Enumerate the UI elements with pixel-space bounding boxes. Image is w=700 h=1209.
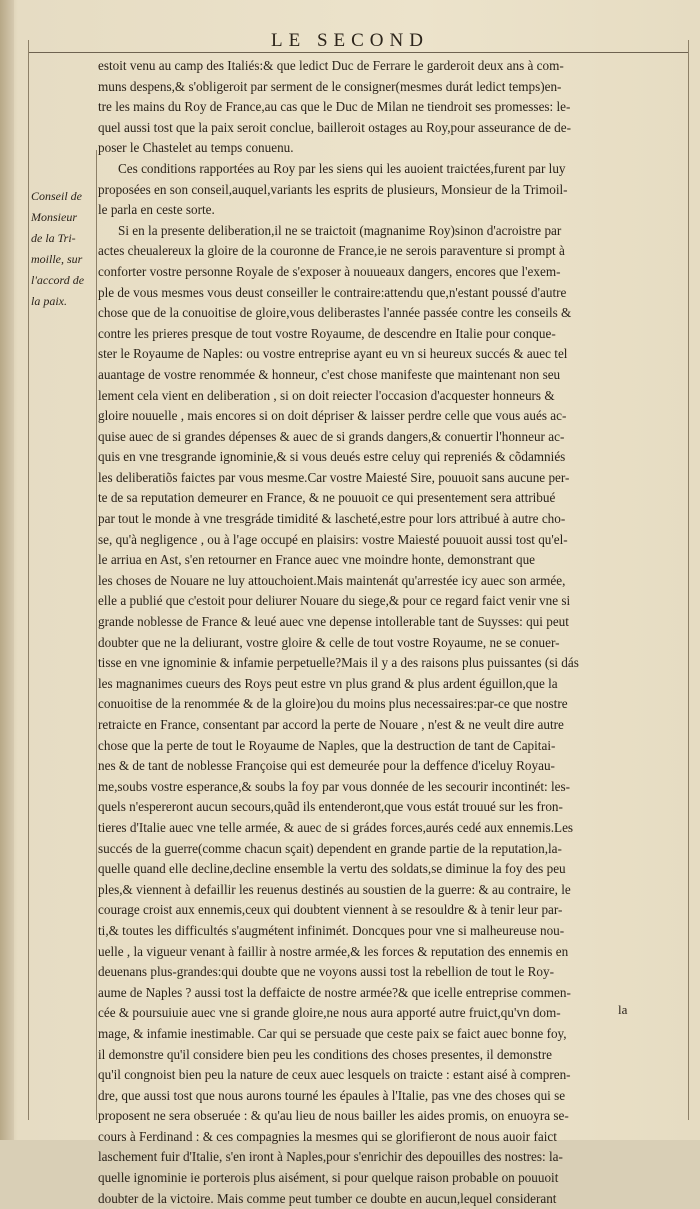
text-line: elle a publié que c'estoit pour deliurer Nouare du siege,& pour ce regard faict venir vne si bbox=[98, 593, 571, 609]
text-line: lement cela vient en deliberation , si on doit reiecter l'occasion d'acquester honneurs & bbox=[98, 387, 555, 403]
text-line: qu'il congnoist bien peu la nature de ceux auec lesquels on traicte : estant aisé à compren- bbox=[98, 1067, 571, 1083]
text-line: succés de la guerre(comme chacun sçait) dependent en grande partie de la reputation,la- bbox=[98, 840, 562, 856]
text-line: me,soubs vostre esperance,& soubs la foy par vous donnée de les secourir incontinét: les- bbox=[98, 778, 571, 794]
text-line: laschement fuir d'Italie, s'en iront à Naples,pour s'enrichir des depouilles des nostres: la- bbox=[98, 1149, 563, 1165]
header-rule bbox=[28, 52, 688, 53]
text-line: se, qu'à negligence , ou à l'age occupé en plaisirs: vostre Maiesté pouuoit aussi tost qu'el- bbox=[98, 531, 568, 547]
text-line: quelle ignominie ie porterois plus aisément, si pour quelque raison probable on pouuoit bbox=[98, 1170, 559, 1186]
text-line: aume de Naples ? aussi tost la deffaicte de nostre armée?& que icelle entreprise commen- bbox=[98, 984, 571, 1000]
text-line: nes & de tant de noblesse Françoise qui est demeurée pour la deffence d'iceluy Royau- bbox=[98, 758, 555, 774]
text-line: proposées en son conseil,auquel,variants les esprits de plusieurs, Monsieur de la Trimoil- bbox=[98, 181, 568, 197]
text-line: tisse en vne ignominie & infamie perpetuelle?Mais il y a des raisons plus puissantes (si dás bbox=[98, 655, 579, 671]
text-line: cours à Ferdinand : & ces compagnies la mesmes qui se glorifieront de nous auoir faict bbox=[98, 1128, 557, 1144]
text-line: les choses de Nouare ne luy attouchoient.Mais maintenát qu'arrestée icy auec son armée, bbox=[98, 572, 566, 588]
margin-note-line: moille, sur bbox=[31, 252, 83, 266]
text-line: Si en la presente deliberation,il ne se traictoit (magnanime Roy)sinon d'acroistre par bbox=[118, 222, 562, 238]
text-line: estoit venu au camp des Italiés:& que ledict Duc de Ferrare le garderoit deux ans à com- bbox=[98, 58, 564, 73]
margin-note-line: de la Tri- bbox=[31, 231, 76, 245]
text-line: gloire nouuelle , mais encores si on doit dépriser & laisser perdre celle que vous aués ac- bbox=[98, 408, 567, 424]
margin-note bbox=[31, 186, 95, 312]
margin-note-rule bbox=[96, 150, 97, 1120]
outer-margin-rule bbox=[28, 40, 29, 1120]
text-line: le parla en ceste sorte. bbox=[98, 202, 215, 218]
text-line: proposent ne sera obseruée : & qu'au lieu de nous bailler les aides promis, on enuoyra se- bbox=[98, 1108, 569, 1124]
text-line: quelle quand elle decline,decline ensemble la vertu des soldats,se diminue la foy des peu bbox=[98, 861, 566, 877]
text-line: cée & poursuiuie auec vne si grande gloire,ne nous aura apporté autre fruict,qu'vn dom- bbox=[98, 1005, 561, 1021]
text-line: par tout le monde à vne tresgráde timidité & lascheté,estre pour lors attribué à autre cho- bbox=[98, 511, 566, 527]
text-line: les deliberatiõs faictes par vous mesme.Car vostre Maiesté Sire, pouuoit sans aucune per- bbox=[98, 469, 570, 485]
text-line: chose que la perte de tout le Royaume de Naples, que la destruction de tant de Capitai- bbox=[98, 737, 556, 753]
text-line: quis en vne tresgrande ignominie,& si vous deués estre celuy qui repreniés & cõdamniés bbox=[98, 449, 566, 465]
margin-note-line: l'accord de bbox=[31, 273, 85, 287]
text-line: les magnanimes cueurs des Roys peut estre vn plus grand & plus ardent éguillon,que la bbox=[98, 675, 558, 691]
text-line: mage, & infamie inestimable. Car qui se persuade que ceste paix se faict auec bonne foy, bbox=[98, 1025, 567, 1041]
text-line: actes cheualereux la gloire de la couronne de France,ie ne serois paraventure si prompt à bbox=[98, 243, 565, 259]
text-line: ti,& toutes les difficultés s'augmétent infinimét. Doncques pour vne si malheureuse nou- bbox=[98, 922, 565, 938]
text-line: il demonstre qu'il considere bien peu les conditions des choses presentes, il demonstre bbox=[98, 1046, 552, 1062]
text-line: ples,& viennent à defaillir les reuenus destinés au soustien de la guerre: & au contraire, le bbox=[98, 881, 571, 897]
text-line: conforter vostre personne Royale de s'exposer à nouueaux dangers, encores que l'exem- bbox=[98, 263, 561, 279]
text-line: uelle , la vigueur venant à faillir à nostre armée,& les forces & reputation des ennemis en bbox=[98, 943, 569, 959]
text-line: dre, que aussi tost que nous aurons tourné les épaules à l'Italie, pas vne des choses qui se bbox=[98, 1087, 566, 1103]
text-line: te de sa reputation demeurer en France, & ne pouuoit ce qui presentement sera attribué bbox=[98, 490, 556, 506]
margin-note-line: Conseil de bbox=[31, 189, 82, 203]
text-line: ster le Royaume de Naples: ou vostre entreprise ayant eu vn si heureux succés & auec tel bbox=[98, 346, 568, 362]
text-line: retraicte en France, consentant par accord la perte de Nouare , n'est & ne veult dire autre bbox=[98, 717, 564, 732]
right-margin-rule bbox=[688, 40, 689, 1120]
text-line: grande noblesse de France & leué auec vne depense intollerable tant de Suysses: qui peut bbox=[98, 614, 569, 630]
running-head: LE SECOND bbox=[271, 30, 429, 51]
margin-note-line: la paix. bbox=[31, 294, 67, 308]
text-line: doubter de la victoire. Mais comme peut tumber ce doubte en aucun,lequel considerant bbox=[98, 1190, 557, 1206]
text-line: muns despens,& s'obligeroit par serment de le consigner(mesmes durát ledict temps)en- bbox=[98, 78, 562, 94]
text-line: courage croist aux ennemis,ceux qui doubtent viennent à se resouldre & à tenir leur par- bbox=[98, 902, 563, 918]
binding-gutter bbox=[0, 0, 14, 1140]
text-line: conuoitise de la renommée & de la gloire)ou du moins plus necessaires:par-ce que nostre bbox=[98, 696, 568, 712]
text-line: tre les mains du Roy de France,au cas que le Duc de Milan ne tiendroit ses promesses: le- bbox=[98, 99, 571, 115]
text-line: chose que de la conuoitise de gloire,vous deliberastes l'année passée contre les conseils & bbox=[98, 305, 572, 321]
catchword: la bbox=[618, 1002, 628, 1017]
text-line: contre les prieres presque de tout vostre Royaume, de descendre en Italie pour conque- bbox=[98, 325, 556, 341]
text-line: ple de vous mesmes vous deust conseiller le contraire:attendu que,n'estant poussé d'autre bbox=[98, 284, 567, 300]
text-line: Ces conditions rapportées au Roy par les siens qui les auoient traictées,furent par luy bbox=[118, 160, 566, 176]
text-line: tieres d'Italie auec vne telle armée, & auec de si grádes forces,aurés cedé aux ennemis.Les bbox=[98, 819, 574, 835]
text-line: quel aussi tost que la paix seroit conclue, bailleroit ostages au Roy,pour asseurance de de- bbox=[98, 119, 572, 135]
margin-note-line: Monsieur bbox=[31, 210, 77, 224]
text-line: quise auec de si grandes dépenses & auec de si grands dangers,& conuertir l'honneur ac- bbox=[98, 428, 565, 444]
text-line: deuenans plus-grandes:qui doubte que ne voyons aussi tost la rebellion de tout le Roy- bbox=[98, 964, 554, 980]
body-text bbox=[98, 56, 688, 1209]
text-line: le arriua en Ast, s'en retourner en France auec vne moindre honte, demonstrant que bbox=[98, 552, 536, 568]
text-line: poser le Chastelet au temps conuenu. bbox=[98, 140, 294, 156]
text-line: doubter que ne la deliurant, vostre gloire & celle de tout vostre Royaume, ne se conuer- bbox=[98, 634, 560, 650]
text-line: quels n'espereront aucun secours,quãd ils entenderont,que vous estát trouué sur les fron- bbox=[98, 799, 563, 815]
text-line: auantage de vostre renommée & honneur, c'est chose manifeste que maintenant non seu bbox=[98, 366, 561, 382]
